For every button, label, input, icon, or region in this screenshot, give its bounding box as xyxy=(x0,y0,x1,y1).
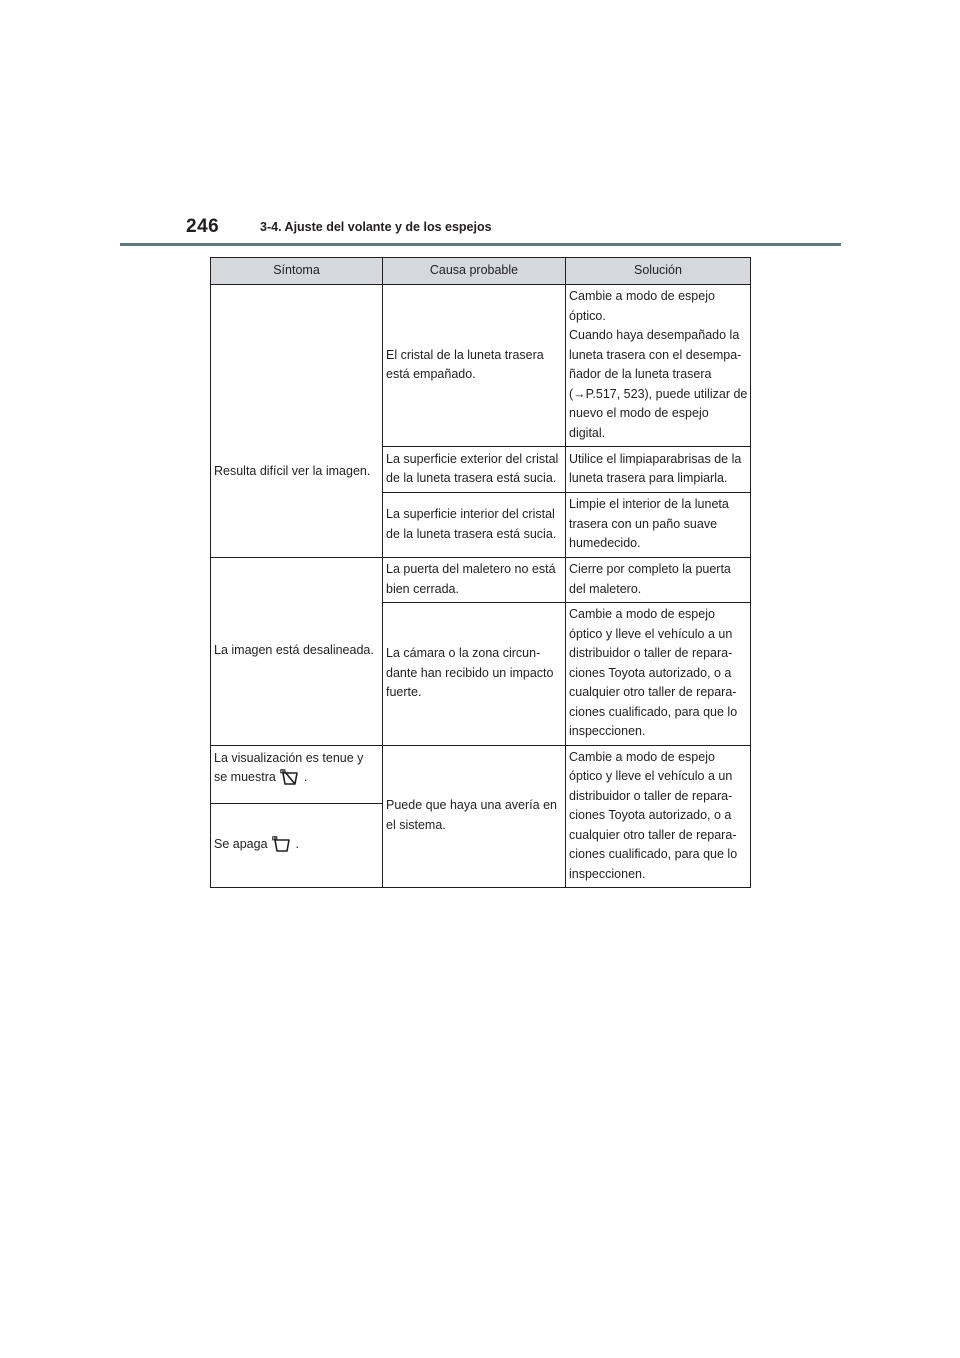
solution-text: Limpie el interior de la luneta trasera con un paño suave humedecido. xyxy=(569,497,729,551)
solution-text: Cambie a modo de espejo óptico y lleve el vehículo a un distribuidor o taller de repara-ciones Toyota autorizado, o a cualquier otro taller de repara-ciones cualificado, para que lo inspeccionen. xyxy=(569,749,738,881)
cause-text: Puede que haya una avería en el sistema. xyxy=(386,798,557,832)
table-row xyxy=(211,558,751,603)
digital-mirror-icon xyxy=(272,836,292,854)
section-title: 3-4. Ajuste del volante y de los espejos xyxy=(260,220,492,234)
header-rule xyxy=(120,243,841,246)
symptom-text-end: . xyxy=(303,770,308,784)
column-header-solution: Solución xyxy=(566,258,751,285)
table-row xyxy=(211,285,751,447)
cause-text: La superficie interior del cristal de la luneta trasera está sucia. xyxy=(386,507,557,541)
symptom-text: Se apaga xyxy=(214,837,268,852)
cause-text: El cristal de la luneta trasera está empañado. xyxy=(386,347,544,381)
symptom-text: La visualización es tenue y se muestra xyxy=(214,750,364,784)
solution-cell xyxy=(566,745,751,888)
column-header-symptom: Síntoma xyxy=(211,258,383,285)
column-header-cause: Causa probable xyxy=(383,258,566,285)
symptom-text-end: . xyxy=(295,837,300,852)
solution-text: Cierre por completo la puerta del maletero. xyxy=(569,562,731,596)
solution-text: Cambie a modo de espejo óptico. Cuando haya desempañado la luneta trasera con el desempa-ñador de la luneta trasera (→P.517, 523), puede utilizar de nuevo el modo de espejo digital. xyxy=(569,289,748,440)
digital-mirror-crossed-icon xyxy=(280,769,300,787)
solution-text: Utilice el limpiaparabrisas de la luneta trasera para limpiarla. xyxy=(569,451,742,485)
cause-cell xyxy=(383,493,566,558)
cause-text: La puerta del maletero no está bien cerrada. xyxy=(386,562,556,596)
symptom-cell xyxy=(211,285,383,558)
page-number: 246 xyxy=(186,216,220,237)
troubleshooting-table xyxy=(210,257,751,888)
solution-cell xyxy=(566,447,751,493)
symptom-cell xyxy=(211,803,383,887)
symptom-cell xyxy=(211,745,383,803)
cause-cell xyxy=(383,447,566,493)
cause-cell xyxy=(383,603,566,746)
cause-cell xyxy=(383,285,566,447)
solution-cell xyxy=(566,493,751,558)
table-header-row xyxy=(211,258,751,285)
symptom-text: Resulta difícil ver la imagen. xyxy=(214,463,371,478)
solution-cell xyxy=(566,603,751,746)
symptom-cell xyxy=(211,558,383,746)
solution-text: Cambie a modo de espejo óptico y lleve el vehículo a un distribuidor o taller de repara-ciones Toyota autorizado, o a cualquier otro taller de repara-ciones cualificado, para que lo inspeccionen. xyxy=(569,607,738,738)
solution-cell xyxy=(566,558,751,603)
table-row xyxy=(211,745,751,803)
symptom-text: La imagen está desalineada. xyxy=(214,643,374,657)
cause-text: La superficie exterior del cristal de la luneta trasera está sucia. xyxy=(386,451,559,485)
cause-cell xyxy=(383,745,566,888)
cause-text: La cámara o la zona circun-dante han recibido un impacto fuerte. xyxy=(386,646,554,699)
solution-cell xyxy=(566,285,751,447)
cause-cell xyxy=(383,558,566,603)
